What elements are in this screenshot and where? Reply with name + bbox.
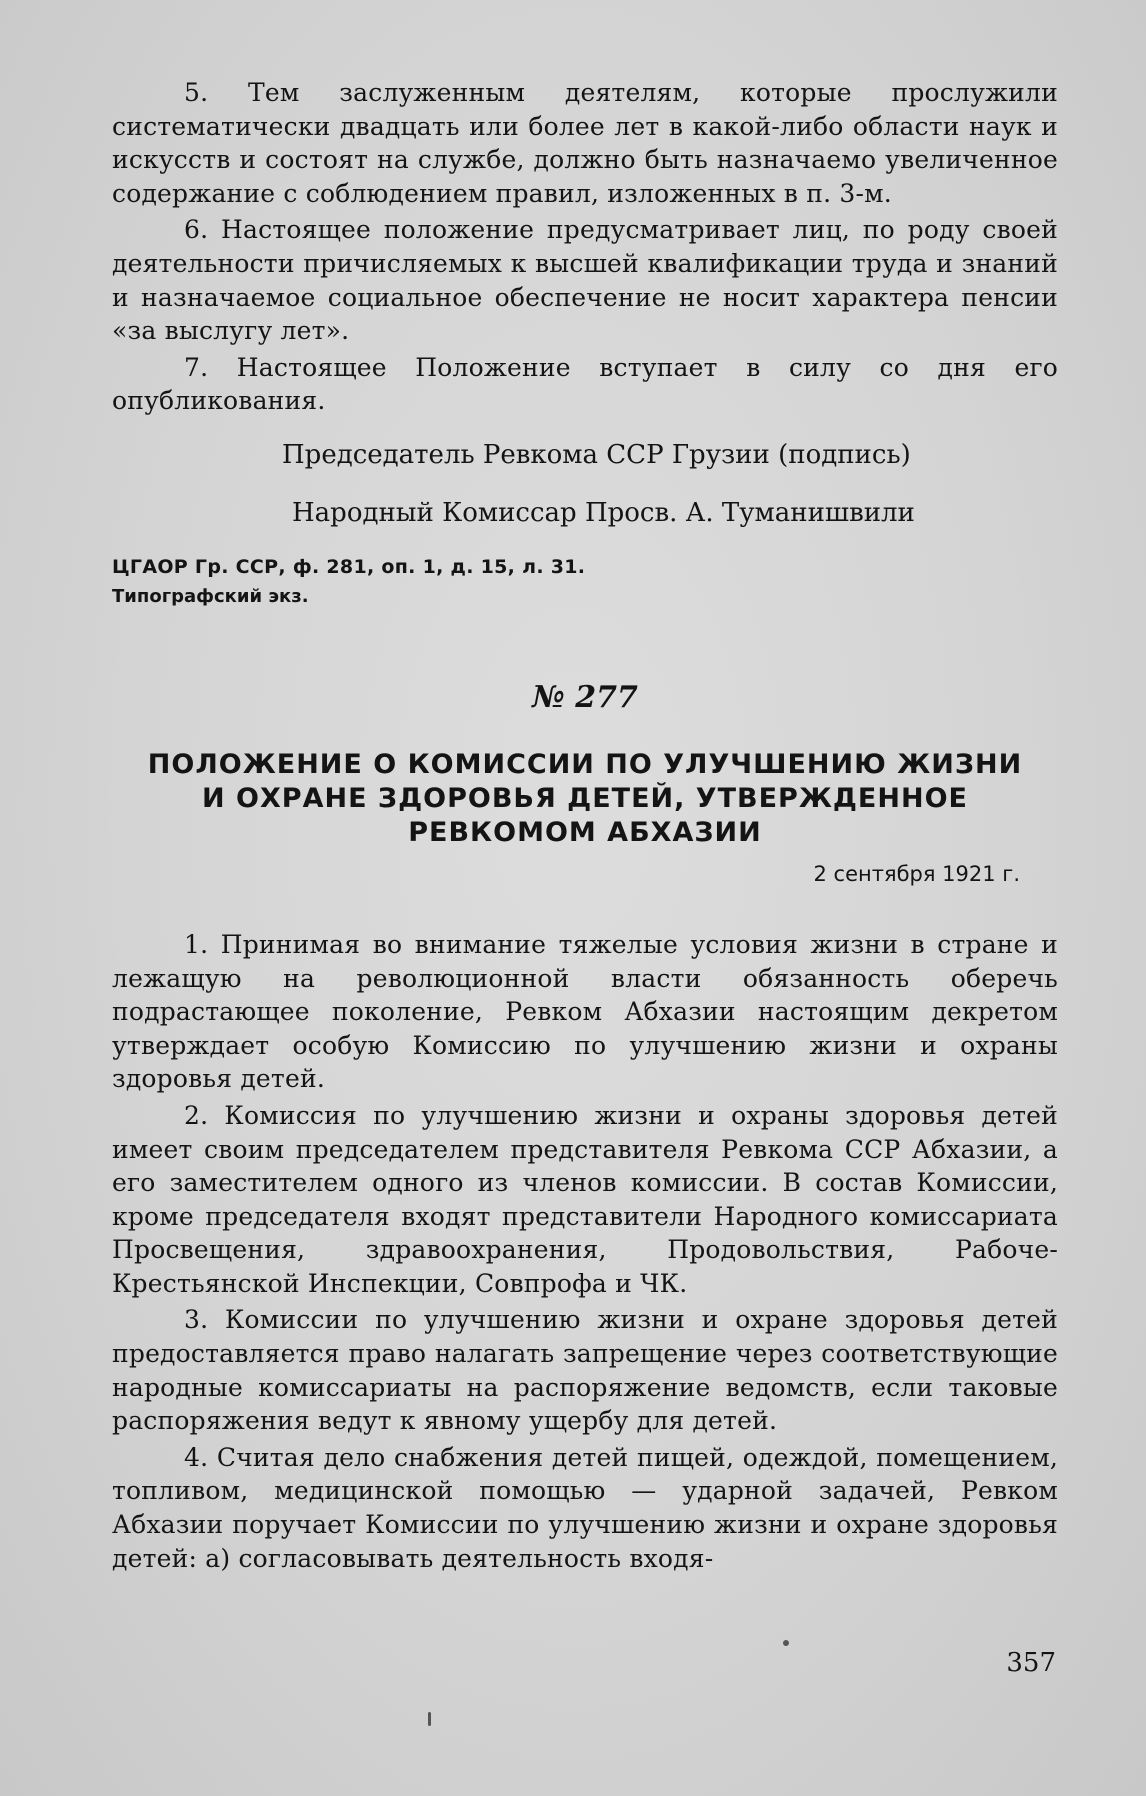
document-number: № 277 <box>532 679 638 715</box>
paragraph-6: 6. Настоящее положение предусматривает лиц, по роду своей деятельности причисляемых к высшей квалификации труда и знаний и назначаемое социальное обеспечение не носит характера пенсии «за выслугу лет». <box>112 215 1058 346</box>
document-body <box>112 928 1058 1575</box>
paragraph-4: 4. Считая дело снабжения детей пищей, одеждой, помещением, топливом, медицинской помощью — ударной задачей, Ревком Абхазии поручает Комиссии по улучшению жизни и охране здоровья детей: а) согласовывать деятельность входя- <box>112 1442 1058 1573</box>
document-title <box>112 748 1058 850</box>
document-title-line: И ОХРАНЕ ЗДОРОВЬЯ ДЕТЕЙ, УТВЕРЖДЕННОЕ <box>202 782 968 814</box>
document-date: 2 сентября 1921 г. <box>813 861 1020 886</box>
scan-speck <box>428 1712 431 1726</box>
paragraph-2: 2. Комиссия по улучшению жизни и охраны здоровья детей имеет своим председателем представителя Ревкома ССР Абхазии, а его заместителем одного из членов комиссии. В состав Комиссии, кроме председателя входят представители Народного комиссариата Просвещения, здравоохранения, Продовольствия, Рабоче-Крестьянской Инспекции, Совпрофа и ЧК. <box>112 1100 1058 1298</box>
paragraph-3: 3. Комиссии по улучшению жизни и охране здоровья детей предоставляется право налагать запрещение через соответствующие народные комиссариаты на распоряжение ведомств, если таковые распоряжения ведут к явному ущербу для детей. <box>112 1305 1058 1436</box>
copy-type-note: Типографский экз. <box>112 585 309 607</box>
paragraph-1: 1. Принимая во внимание тяжелые условия жизни в стране и лежащую на революционной власти обязанность оберечь подрастающее поколение, Ревком Абхазии настоящим декретом утверждает особую Комиссию по улучшению жизни и охраны здоровья детей. <box>112 929 1058 1094</box>
document-title-line: РЕВКОМОМ АБХАЗИИ <box>408 816 762 848</box>
archive-reference: ЦГАОР Гр. ССР, ф. 281, оп. 1, д. 15, л. 31. <box>112 555 586 578</box>
scan-speck <box>783 1640 789 1646</box>
document-title-line: ПОЛОЖЕНИЕ О КОМИССИИ ПО УЛУЧШЕНИЮ ЖИЗНИ <box>147 748 1023 780</box>
signature-commissar: Народный Комиссар Просв. А. Туманишвили <box>292 497 915 528</box>
page-number: 357 <box>1006 1648 1056 1678</box>
paragraph-7: 7. Настоящее Положение вступает в силу со дня его опубликования. <box>112 352 1058 416</box>
paragraph-5: 5. Тем заслуженным деятелям, которые прослужили систематически двадцать или более лет в какой-либо области наук и искусств и состоят на службе, должно быть назначаемо увеличенное содержание с соблюдением правил, изложенных в п. 3-м. <box>112 78 1058 208</box>
signature-chairman: Председатель Ревкома ССР Грузии (подпись) <box>282 439 911 470</box>
